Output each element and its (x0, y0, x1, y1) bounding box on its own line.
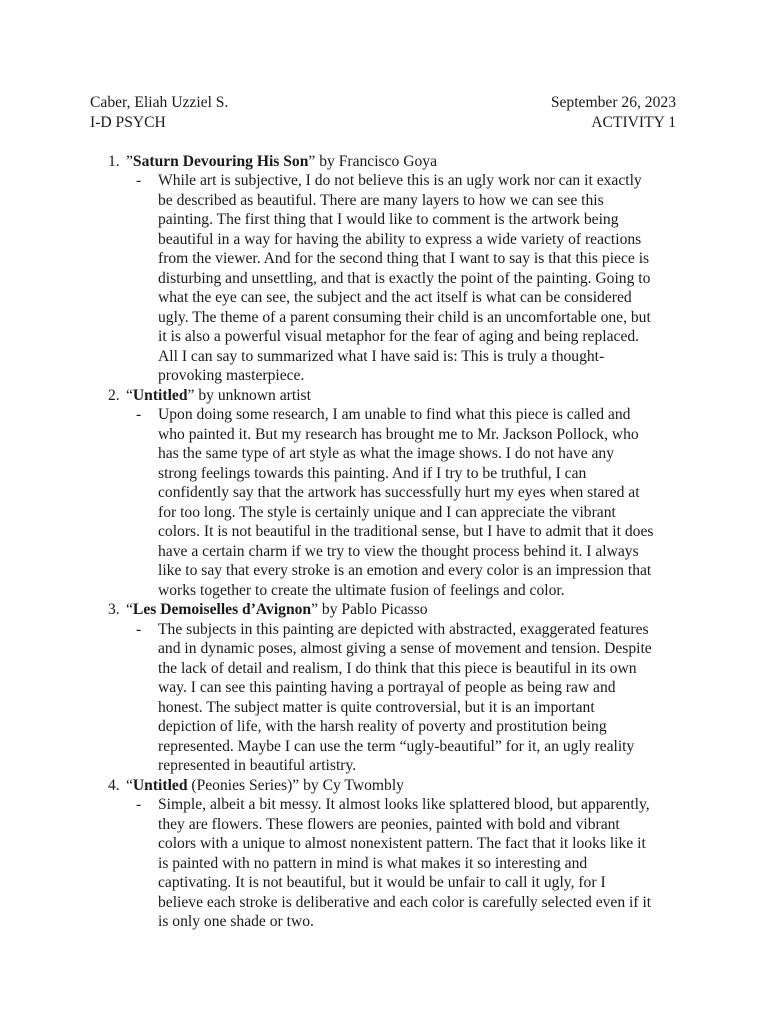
list-item-number: 4. (108, 776, 120, 794)
close-quote: ” (311, 601, 319, 618)
artwork-byline: by Francisco Goya (315, 152, 438, 170)
paragraph-line: strong feelings towards this painting. And if I try to be truthful, I can (158, 464, 587, 482)
list-item (90, 776, 676, 932)
paragraph-line: Upon doing some research, I am unable to find what this piece is called and (158, 406, 631, 423)
close-quote: ” (187, 386, 195, 404)
paragraph-line: believe each stroke is deliberative and each color is carefully selected even if it (158, 893, 652, 911)
list-item (90, 152, 676, 386)
list-item-number: 3. (108, 601, 120, 618)
paragraph-line: Simple, albeit a bit messy. It almost looks like splattered blood, but apparently, (158, 796, 650, 813)
paragraph-line: All I can say to summarized what I have said is: This is truly a thought- (158, 347, 605, 365)
paragraph-line: way. I can see this painting having a portrayal of people as being raw and (158, 679, 616, 696)
artwork-title: Untitled (132, 386, 188, 404)
open-quote: “ (126, 601, 133, 618)
paragraph-line: The subjects in this painting are depicted with abstracted, exaggerated features (158, 620, 649, 638)
paragraph-line: what the eye can see, the subject and the act itself is what can be considered (158, 289, 632, 306)
paragraph-line: like to say that every stroke is an emotion and every color is an impression that (158, 562, 652, 579)
artwork-title: Untitled (132, 776, 188, 794)
artwork-title: Les Demoiselles d’Avignon (132, 601, 312, 618)
paragraph-line: they are flowers. These flowers are peonies, painted with bold and vibrant (158, 815, 620, 833)
paragraph-line: captivating. It is not beautiful, but it would be unfair to call it ugly, for I (158, 874, 606, 891)
paragraph-line: colors. It is not beautiful in the traditional sense, but I have to admit that it does (158, 523, 654, 540)
header-row-2 (90, 113, 676, 133)
paragraph-line: for too long. The style is certainly unique and I can appreciate the vibrant (158, 503, 616, 521)
paragraph-line: and in dynamic poses, almost giving a sense of movement and tension. Despite (158, 640, 652, 657)
list-item-number: 2. (108, 386, 120, 404)
paragraph-line: confidently say that the artwork has successfully hurt my eyes when stared at (158, 484, 640, 501)
paragraph-line: painting. The first thing that I would like to comment is the artwork being (158, 211, 619, 228)
list-item-number: 1. (108, 152, 120, 170)
paragraph-line: provoking masterpiece. (158, 367, 305, 384)
commentary-paragraph (126, 620, 676, 776)
artwork-heading (126, 776, 676, 796)
activity-label: ACTIVITY 1 (591, 113, 676, 131)
student-name: Caber, Eliah Uzziel S. (90, 94, 229, 111)
artwork-byline: (Peonies Series)” by Cy Twombly (187, 776, 404, 794)
paragraph-line: it is also a powerful visual metaphor for the fear of aging and being replaced. (158, 328, 640, 345)
document-page (90, 93, 676, 932)
paragraph-line: honest. The subject matter is quite controversial, but it is an important (158, 698, 595, 716)
open-quote: ” (126, 152, 133, 170)
paragraph-line: beautiful in a way for having the ability to express a wide variety of reactions (158, 230, 642, 248)
document-date: September 26, 2023 (550, 94, 676, 111)
paragraph-line: ugly. The theme of a parent consuming their child is an uncomfortable one, but (158, 308, 651, 326)
paragraph-line: have a certain charm if we try to view the thought process behind it. I always (158, 542, 639, 560)
paragraph-line: works together to create the ultimate fusion of feelings and color. (158, 581, 565, 599)
paragraph-line: is only one shade or two. (158, 913, 314, 930)
commentary-paragraph (126, 795, 676, 932)
header-row-1 (90, 93, 676, 113)
artwork-heading (126, 152, 676, 172)
close-quote: ” (308, 152, 316, 170)
paragraph-line: disturbing and unsettling, and that is exactly the point of the painting. Going to (158, 269, 651, 287)
course-name: I-D PSYCH (90, 113, 166, 131)
list-item (90, 386, 676, 601)
paragraph-line: depiction of life, with the harsh reality of poverty and prostitution being (158, 718, 607, 735)
paragraph-line: the lack of detail and realism, I do think that this piece is beautiful in its own (158, 659, 637, 677)
open-quote: “ (126, 386, 133, 404)
bullet-dash: - (136, 406, 142, 423)
paragraph-line: be described as beautiful. There are many layers to how we can see this (158, 191, 604, 209)
list-item (90, 600, 676, 776)
artwork-byline: by unknown artist (194, 386, 311, 404)
paragraph-line: has the same type of art style as what the image shows. I do not have any (158, 445, 614, 462)
paragraph-line: is painted with no pattern in mind is what makes it so interesting and (158, 854, 588, 872)
commentary-paragraph (126, 405, 676, 600)
artwork-list (90, 152, 676, 932)
bullet-dash: - (136, 172, 142, 189)
artwork-heading (126, 386, 676, 406)
bullet-dash: - (136, 620, 142, 638)
bullet-dash: - (136, 796, 142, 813)
paragraph-line: colors with a unique to almost nonexistent pattern. The fact that it looks like it (158, 835, 646, 852)
artwork-byline: by Pablo Picasso (318, 601, 428, 618)
artwork-title: Saturn Devouring His Son (132, 152, 309, 170)
open-quote: “ (126, 776, 133, 794)
commentary-paragraph (126, 171, 676, 386)
paragraph-line: While art is subjective, I do not believe this is an ugly work nor can it exactly (158, 172, 642, 189)
paragraph-line: represented. Maybe I can use the term “ugly-beautiful” for it, an ugly reality (158, 737, 635, 755)
paragraph-line: who painted it. But my research has brought me to Mr. Jackson Pollock, who (158, 425, 639, 443)
artwork-heading (126, 600, 676, 620)
paragraph-line: represented in beautiful artistry. (158, 757, 357, 774)
paragraph-line: from the viewer. And for the second thing that I want to say is that this piece is (158, 250, 650, 267)
